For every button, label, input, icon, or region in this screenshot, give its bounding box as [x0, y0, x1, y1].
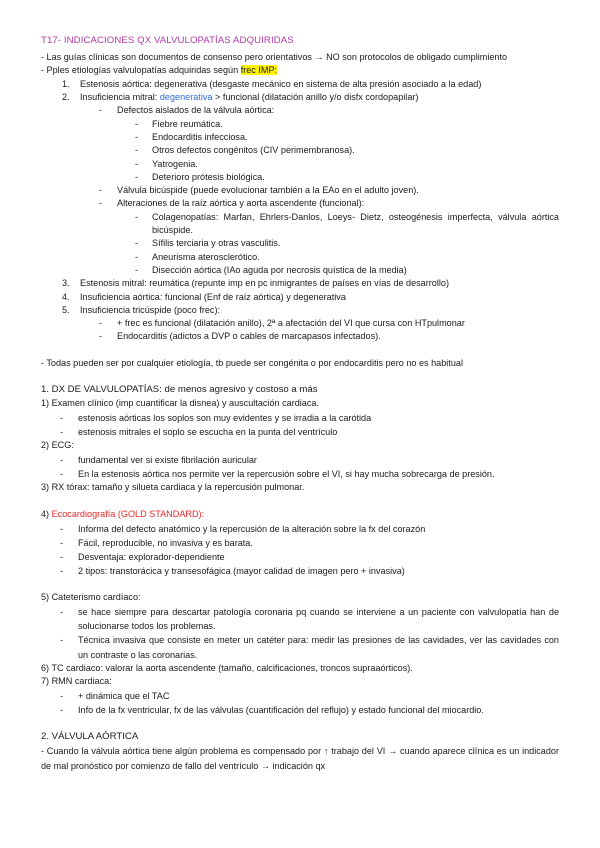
list-item	[41, 425, 559, 439]
item-text: estenosis mitrales el soplo se escucha en la punta del ventrículo	[78, 427, 338, 438]
dash-bullet: -	[60, 537, 64, 548]
dash-bullet: -	[135, 158, 139, 169]
dash-bullet: -	[60, 454, 64, 465]
document-page	[41, 34, 559, 774]
list-item	[41, 411, 559, 425]
list-item	[41, 330, 559, 343]
cateterismo-line: 5) Cateterismo cardíaco:	[41, 592, 141, 603]
dash-bullet: -	[60, 523, 64, 534]
examen-list	[41, 411, 559, 439]
blue-text: degenerativa	[159, 92, 213, 103]
list-item	[41, 304, 559, 317]
item-text: + frec es funcional (dilatación anillo), 2ª a afectación del VI que cursa con HTpulmonar	[117, 318, 465, 329]
dash-bullet: -	[99, 105, 103, 116]
insuf-aortica-list	[41, 104, 559, 117]
list-item	[41, 251, 559, 264]
bicuspide-list	[41, 184, 559, 211]
valvula-heading: 2. VÁLVULA AÓRTICA	[41, 731, 139, 743]
item-text: estenosis aórticas los soplos son muy evidentes y se irradia a la carótida	[78, 412, 372, 423]
dash-bullet: -	[135, 118, 139, 129]
etiologias-rest-list	[41, 277, 559, 317]
item-text: Aneurisma aterosclerótico.	[152, 251, 260, 262]
item-number: 3.	[62, 278, 70, 289]
list-item	[41, 237, 559, 250]
list-item	[41, 277, 559, 290]
spacer	[41, 370, 559, 383]
alteraciones-list	[41, 211, 559, 277]
pples-highlight: frec IMP:	[240, 65, 278, 76]
list-item	[41, 564, 559, 578]
dash-bullet: -	[60, 705, 64, 716]
ecg-list	[41, 453, 559, 481]
item-text: > funcional (dilatación anillo y/o disfx cordopapilar)	[212, 92, 419, 103]
list-item	[41, 703, 559, 717]
list-item	[41, 184, 559, 197]
item-number: 4.	[62, 291, 70, 302]
rmn-list	[41, 689, 559, 717]
list-item	[41, 264, 559, 277]
list-item	[41, 211, 559, 238]
item-text: Insuficiencia tricúspide (poco frec):	[80, 304, 221, 315]
list-item	[41, 104, 559, 117]
list-item	[41, 453, 559, 467]
item-text: se hace siempre para descartar patología coronaria pq cuando se interviene a un paciente con valvulopatía han de solucionarse todos los problemas.	[78, 606, 559, 632]
dash-bullet: -	[99, 331, 103, 342]
item-text: fundamental ver si existe fibrilación auricular	[78, 454, 257, 465]
dash-bullet: -	[60, 690, 64, 701]
item-text: Estenosis mitral: reumática (repunte imp en pc inmigrantes de países en vías de desarrollo)	[80, 278, 449, 289]
item-number: 2.	[62, 92, 70, 103]
eco-title: Ecocardiografía (GOLD STANDARD):	[51, 508, 205, 519]
list-item	[41, 605, 559, 633]
list-item	[41, 118, 559, 131]
item-text: Otros defectos congénitos (CIV perimembranosa).	[152, 145, 355, 156]
item-text: Yatrogenia.	[152, 158, 198, 169]
dash-bullet: -	[135, 131, 139, 142]
list-item	[41, 317, 559, 330]
item-text: Endocarditis infecciosa.	[152, 131, 248, 142]
item-text: Info de la fx ventricular, fx de las válvulas (cuantificación del reflujo) y estado funcional del miocardio.	[78, 705, 484, 716]
item-text: Alteraciones de la raíz aórtica y aorta ascendente (funcional):	[117, 198, 365, 209]
tc-line: 6) TC cardiaco: valorar la aorta ascendente (tamaño, calcificaciones, troncos supraaórticos).	[41, 662, 413, 673]
spacer	[41, 344, 559, 357]
item-text: Disección aórtica (IAo aguda por necrosis quística de la media)	[152, 264, 407, 275]
spacer	[41, 495, 559, 508]
tricuspide-list	[41, 317, 559, 344]
dash-bullet: -	[99, 198, 103, 209]
list-item	[41, 633, 559, 661]
item-text: Endocarditis (adictos a DVP o cables de marcapasos infectados).	[117, 331, 381, 342]
item-text: Sífilis terciaria y otras vasculitis.	[152, 238, 281, 249]
item-number: 1.	[62, 78, 70, 89]
dash-bullet: -	[135, 264, 139, 275]
dash-bullet: -	[99, 318, 103, 329]
dash-bullet: -	[135, 211, 139, 222]
item-text: Insuficiencia aórtica: funcional (Enf de raíz aórtica) y degenerativa	[80, 291, 346, 302]
dash-bullet: -	[60, 469, 64, 480]
dash-bullet: -	[60, 606, 64, 617]
item-text: Desventaja: explorador-dependiente	[78, 551, 225, 562]
list-item	[41, 144, 559, 157]
document-title: T17- INDICACIONES QX VALVULOPATÍAS ADQUIRIDAS	[41, 35, 294, 46]
dash-bullet: -	[99, 185, 103, 196]
item-text: Informa del defecto anatómico y la repercusión de la alteración sobre la fx del corazón	[78, 523, 426, 534]
eco-list	[41, 522, 559, 579]
list-item	[41, 467, 559, 481]
rmn-line: 7) RMN cardiaca:	[41, 676, 112, 687]
dash-bullet: -	[60, 566, 64, 577]
cateterismo-list	[41, 605, 559, 662]
dash-bullet: -	[135, 171, 139, 182]
dash-bullet: -	[60, 551, 64, 562]
valvula-paragraph: - Cuando la válvula aórtica tiene algún problema es compensado por ↑ trabajo del VI → cuando aparece clínica es un indicador de mal pronóstico por comienzo de fallo del ventrículo → indicación qx	[41, 746, 559, 772]
spacer	[41, 578, 559, 591]
list-item	[41, 158, 559, 171]
eco-number: 4)	[41, 508, 52, 519]
dx-heading: 1. DX DE VALVULOPATÍAS: de menos agresivo y costoso a más	[41, 384, 318, 396]
item-text: Colagenopatías: Marfan, Ehrlers-Danlos, Loeys- Dietz, osteogénesis imperfecta, válvula aórtica bicúspide.	[152, 211, 559, 236]
pples-prefix: - Pples etiologías valvulopatías adquiridas según	[41, 65, 241, 76]
item-text: Defectos aislados de la válvula aórtica:	[117, 105, 275, 116]
list-item	[41, 91, 559, 104]
rx-line: 3) RX tórax: tamaño y silueta cardiaca y la repercusión pulmonar.	[41, 482, 305, 493]
item-number: 5.	[62, 304, 70, 315]
item-text: En la estenosis aórtica nos permite ver la repercusión sobre el VI, si hay mucha sobrecarga de presión.	[78, 469, 495, 480]
list-item	[41, 131, 559, 144]
list-item	[41, 550, 559, 564]
item-text: Válvula bicúspide (puede evolucionar también a la EAo en el adulto joven).	[117, 185, 419, 196]
item-text: + dinámica que el TAC	[78, 690, 170, 701]
todas-paragraph: - Todas pueden ser por cualquier etiología, tb puede ser congénita o por endocarditis pero no es habitual	[41, 357, 463, 368]
list-item	[41, 171, 559, 184]
dash-bullet: -	[135, 251, 139, 262]
item-text: 2 tipos: transtorácica y transesofágica (mayor calidad de imagen pero + invasiva)	[78, 566, 405, 577]
spacer	[41, 717, 559, 730]
item-text: Fácil, reproducible, no invasiva y es barata.	[78, 537, 253, 548]
defectos-list	[41, 118, 559, 184]
list-item	[41, 522, 559, 536]
item-text: Estenosis aórtica: degenerativa (desgaste mecánico en sistema de alta presión asociado a la edad)	[80, 78, 482, 89]
item-text: Técnica invasiva que consiste en meter un catéter para: medir las presiones de las cavidades, ver las cavidades con un contraste o las coronarias.	[78, 635, 559, 660]
guias-paragraph: - Las guías clínicas son documentos de consenso pero orientativos → NO son protocolos de obligado cumplimiento	[41, 51, 508, 62]
dash-bullet: -	[135, 238, 139, 249]
dash-bullet: -	[60, 427, 64, 438]
etiologias-list	[41, 78, 559, 105]
dash-bullet: -	[60, 635, 64, 646]
list-item	[41, 689, 559, 703]
eco-line	[41, 508, 559, 522]
dash-bullet: -	[60, 412, 64, 423]
ecg-line: 2) ECG:	[41, 440, 74, 451]
examen-line: 1) Examen clínico (imp cuantificar la disnea) y auscultación cardiaca.	[41, 398, 319, 409]
pples-paragraph	[41, 64, 559, 78]
item-text: Insuficiencia mitral:	[80, 92, 160, 103]
dash-bullet: -	[135, 145, 139, 156]
list-item	[41, 78, 559, 91]
list-item	[41, 291, 559, 304]
item-text: Deterioro prótesis biológica.	[152, 171, 265, 182]
list-item	[41, 536, 559, 550]
list-item	[41, 197, 559, 210]
item-text: Fiebre reumática.	[152, 118, 223, 129]
